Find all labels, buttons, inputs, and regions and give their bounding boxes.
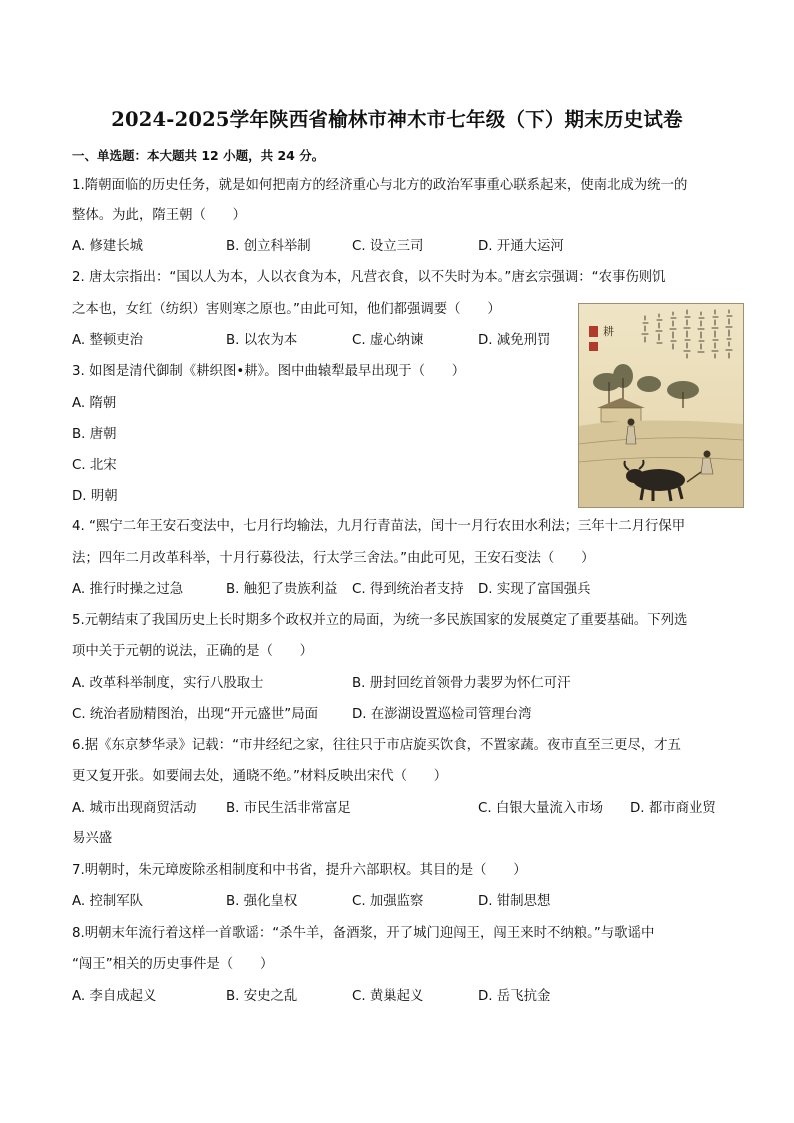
q4-option-a[interactable]: A. 推行时操之过急 (72, 582, 184, 597)
q2-option-a[interactable]: A. 整顿吏治 (72, 333, 143, 348)
q4-stem-line1: 4. “熙宁二年王安石变法中，七月行均输法，九月行青苗法，闰十一月行农田水利法；三年十二月行保甲 (72, 519, 686, 534)
gengzhi-painting-image (578, 303, 744, 508)
q1-stem-line2: 整体。为此，隋王朝（ ） (72, 208, 247, 223)
q5-option-b[interactable]: B. 册封回纥首领骨力裴罗为怀仁可汗 (352, 676, 571, 691)
q3-option-b[interactable]: B. 唐朝 (72, 427, 117, 442)
q6-option-a[interactable]: A. 城市出现商贸活动 (72, 801, 197, 816)
q4-option-c[interactable]: C. 得到统治者支持 (352, 582, 464, 597)
q7-option-a[interactable]: A. 控制军队 (72, 894, 143, 909)
exam-title: 2024-2025学年陕西省榆林市神木市七年级（下）期末历史试卷 (111, 108, 683, 131)
q3-option-c[interactable]: C. 北宋 (72, 458, 117, 473)
q5-option-d[interactable]: D. 在澎湖设置巡检司管理台湾 (352, 707, 532, 722)
q2-stem-line1: 2. 唐太宗指出：“国以人为本，人以衣食为本，凡营衣食，以不失时为本。”唐玄宗强调：“农事伤则饥 (72, 270, 666, 285)
q4-stem-line2: 法；四年二月改革科举，十月行募役法，行太学三舍法。”由此可见，王安石变法（ ） (72, 551, 595, 566)
q2-option-b[interactable]: B. 以农为本 (226, 333, 298, 348)
q5-option-c[interactable]: C. 统治者励精图治，出现“开元盛世”局面 (72, 707, 318, 722)
q8-option-c[interactable]: C. 黄巢起义 (352, 989, 424, 1004)
q8-stem-line2: “闯王”相关的历史事件是（ ） (72, 957, 274, 972)
q7-option-b[interactable]: B. 强化皇权 (226, 894, 298, 909)
q6-option-d[interactable]: D. 都市商业贸 (630, 801, 716, 816)
q2-stem-line2: 之本也，女红（纺织）害则寒之原也。”由此可知，他们都强调要（ ） (72, 302, 501, 317)
red-seal-icon (589, 326, 598, 337)
q4-option-d[interactable]: D. 实现了富国强兵 (478, 582, 591, 597)
q7-option-c[interactable]: C. 加强监察 (352, 894, 424, 909)
q5-stem-line2: 项中关于元朝的说法，正确的是（ ） (72, 644, 314, 659)
q1-option-c[interactable]: C. 设立三司 (352, 239, 424, 254)
q1-stem-line1: 1.隋朝面临的历史任务，就是如何把南方的经济重心与北方的政治军事重心联系起来，使南北成为统一的 (72, 178, 688, 193)
q8-option-a[interactable]: A. 李自成起义 (72, 989, 157, 1004)
q2-option-c[interactable]: C. 虚心纳谏 (352, 333, 424, 348)
q6-stem-line1: 6.据《东京梦华录》记载：“市井经纪之家，往往只于市店旋买饮食，不置家蔬。夜市直至三更尽，才五 (72, 738, 681, 753)
q5-stem-line1: 5.元朝结束了我国历史上长时期多个政权并立的局面，为统一多民族国家的发展奠定了重要基础。下列选 (72, 613, 688, 628)
q4-option-b[interactable]: B. 触犯了贵族利益 (226, 582, 338, 597)
painting-illustration (579, 304, 743, 507)
q7-option-d[interactable]: D. 钳制思想 (478, 894, 551, 909)
q3-option-a[interactable]: A. 隋朝 (72, 396, 117, 411)
svg-text:耕: 耕 (603, 325, 614, 338)
q7-stem: 7.明朝时，朱元璋废除丞相制度和中书省，提升六部职权。其目的是（ ） (72, 863, 527, 878)
q1-option-d[interactable]: D. 开通大运河 (478, 239, 564, 254)
q1-option-a[interactable]: A. 修建长城 (72, 239, 143, 254)
q2-option-d[interactable]: D. 减免刑罚 (478, 333, 551, 348)
q8-option-d[interactable]: D. 岳飞抗金 (478, 989, 551, 1004)
q8-option-b[interactable]: B. 安史之乱 (226, 989, 298, 1004)
q6-option-d-continued: 易兴盛 (72, 831, 113, 846)
q8-stem-line1: 8.明朝末年流行着这样一首歌谣：“杀牛羊，备酒浆，开了城门迎闯王，闯王来时不纳粮。”与歌谣中 (72, 926, 655, 941)
q3-option-d[interactable]: D. 明朝 (72, 489, 118, 504)
q6-option-b[interactable]: B. 市民生活非常富足 (226, 801, 351, 816)
q6-option-c[interactable]: C. 白银大量流入市场 (478, 801, 603, 816)
q1-option-b[interactable]: B. 创立科举制 (226, 239, 311, 254)
q5-option-a[interactable]: A. 改革科举制度，实行八股取士 (72, 676, 264, 691)
section-heading: 一、单选题：本大题共 12 小题，共 24 分。 (72, 148, 325, 163)
q6-stem-line2: 更又复开张。如要闹去处，通晓不绝。”材料反映出宋代（ ） (72, 769, 448, 784)
q3-stem: 3. 如图是清代御制《耕织图•耕》。图中曲辕犁最早出现于（ ） (72, 364, 466, 379)
